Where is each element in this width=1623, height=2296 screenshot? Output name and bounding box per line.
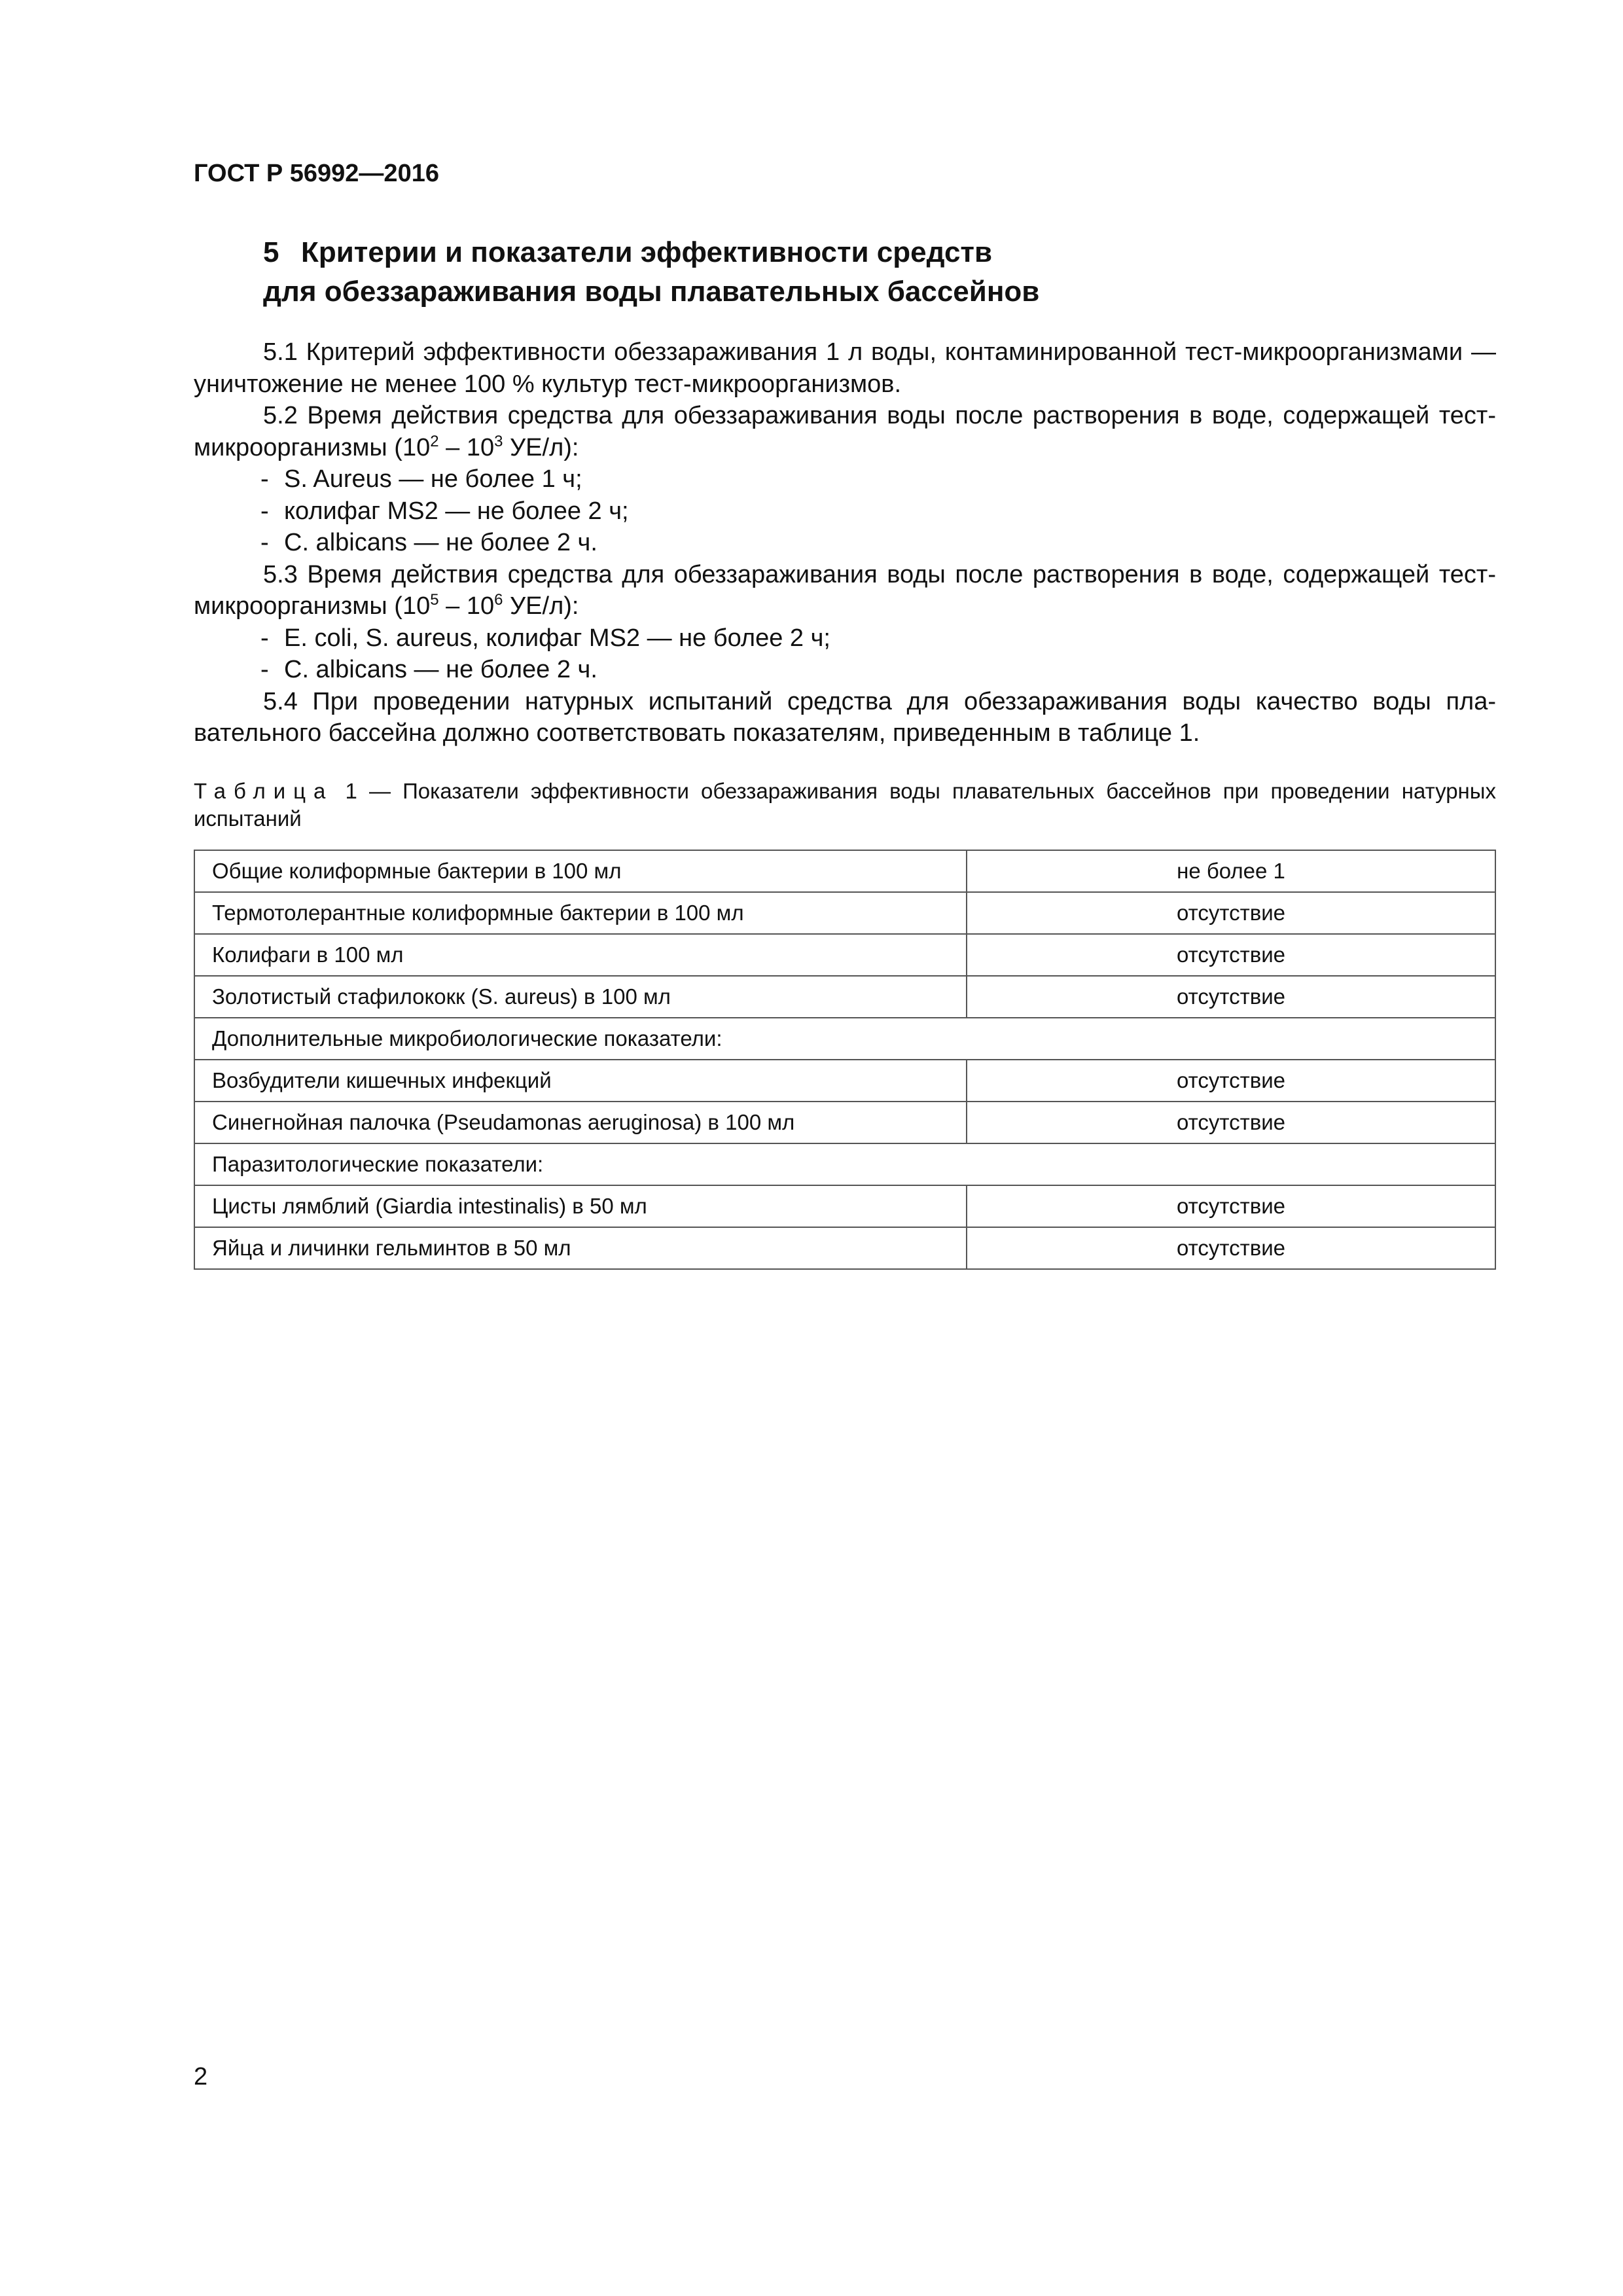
- exponent: 6: [494, 591, 503, 609]
- paragraph-5-1: 5.1 Критерий эффективности обеззараживания 1 л воды, контаминированной тест-микроорганизмами — уничтожение не менее 100 % культур тест-микроорганизмов.: [194, 338, 1496, 398]
- paragraph-5-3-text: 5.3 Время действия средства для обеззараживания воды после растворения в воде, содержащей тест-микроорганизмы (10: [194, 560, 1496, 620]
- exponent: 3: [494, 432, 503, 450]
- indicator-value: не более 1: [967, 850, 1495, 892]
- indicator-value: отсутствие: [967, 1102, 1495, 1143]
- list-item-text: колифаг MS2 — не более 2 ч;: [284, 497, 629, 525]
- section-title-line-2: для обеззараживания воды плавательных бассейнов: [263, 276, 1040, 308]
- indicator-name: Цисты лямблий (Giardia intestinalis) в 50 мл: [194, 1185, 967, 1227]
- indicators-table: [194, 850, 1496, 1270]
- dash-bullet: -: [260, 529, 269, 556]
- list-item-text: S. Aureus — не более 1 ч;: [284, 465, 582, 493]
- table-row: [194, 1227, 1495, 1269]
- dash-bullet: -: [260, 465, 269, 493]
- list-item-text: E. coli, S. aureus, колифаг MS2 — не более 2 ч;: [284, 624, 830, 652]
- document-header: ГОСТ Р 56992—2016: [194, 160, 439, 187]
- paragraph-5-2-text: – 10: [438, 433, 495, 461]
- exponent: 2: [430, 432, 439, 450]
- page-number: 2: [194, 2063, 208, 2090]
- indicator-value: отсутствие: [967, 892, 1495, 934]
- section-title-line-1: [263, 233, 1039, 272]
- table-caption-text: 1 — Показатели эффективности обеззараживания воды плавательных бассейнов при проведении натурных испытаний: [194, 779, 1496, 831]
- paragraph-5-2-text: 5.2 Время действия средства для обеззараживания воды после растворения в воде, содержащей тест-микроорганизмы (10: [194, 402, 1496, 461]
- indicator-value: отсутствие: [967, 1060, 1495, 1102]
- indicator-name: Золотистый стафилококк (S. aureus) в 100 мл: [194, 976, 967, 1018]
- indicator-name: Общие колиформные бактерии в 100 мл: [194, 850, 967, 892]
- indicator-group-heading: Паразитологические показатели:: [194, 1143, 1495, 1185]
- list-item: [194, 527, 1496, 559]
- indicator-name: Термотолерантные колиформные бактерии в 100 мл: [194, 892, 967, 934]
- section-title: [263, 233, 1039, 312]
- table-row: [194, 1185, 1495, 1227]
- table-row: [194, 976, 1495, 1018]
- dash-bullet: -: [260, 624, 269, 652]
- table-caption: [194, 778, 1496, 833]
- list-item-text: C. albicans — не более 2 ч.: [284, 656, 597, 683]
- indicator-value: отсутствие: [967, 1185, 1495, 1227]
- table-row: [194, 892, 1495, 934]
- indicator-value: отсутствие: [967, 976, 1495, 1018]
- table-row: [194, 1102, 1495, 1143]
- table-group-row: [194, 1018, 1495, 1060]
- paragraph-5-3-text: – 10: [438, 592, 495, 620]
- table-caption-label: Таблица: [194, 779, 334, 803]
- paragraph-5-2-text: УЕ/л):: [503, 433, 579, 461]
- indicator-name: Синегнойная палочка (Pseudamonas aeruginosa) в 100 мл: [194, 1102, 967, 1143]
- paragraph-5-4: 5.4 При проведении натурных испытаний средства для обеззараживания воды качество воды плавательного бассейна должно соответствовать показателям, приведенным в таблице 1.: [194, 687, 1496, 747]
- indicator-name: Яйца и личинки гельминтов в 50 мл: [194, 1227, 967, 1269]
- dash-bullet: -: [260, 497, 269, 525]
- section-title-text-1: Критерии и показатели эффективности средств: [301, 236, 993, 268]
- indicator-name: Возбудители кишечных инфекций: [194, 1060, 967, 1102]
- section-body: [194, 336, 1496, 749]
- table-row: [194, 1060, 1495, 1102]
- list-item-text: C. albicans — не более 2 ч.: [284, 529, 597, 556]
- dash-bullet: -: [260, 656, 269, 683]
- section-number: 5: [263, 236, 279, 268]
- indicator-value: отсутствие: [967, 1227, 1495, 1269]
- paragraph-5-2: [194, 400, 1496, 463]
- list-item: [194, 495, 1496, 528]
- list-item: [194, 463, 1496, 495]
- table-row: [194, 934, 1495, 976]
- table-row: [194, 850, 1495, 892]
- paragraph-5-3: [194, 559, 1496, 622]
- indicator-group-heading: Дополнительные микробиологические показатели:: [194, 1018, 1495, 1060]
- indicator-name: Колифаги в 100 мл: [194, 934, 967, 976]
- list-item: [194, 654, 1496, 686]
- table-group-row: [194, 1143, 1495, 1185]
- paragraph-5-3-text: УЕ/л):: [503, 592, 579, 620]
- list-item: [194, 622, 1496, 655]
- exponent: 5: [430, 591, 439, 609]
- indicator-value: отсутствие: [967, 934, 1495, 976]
